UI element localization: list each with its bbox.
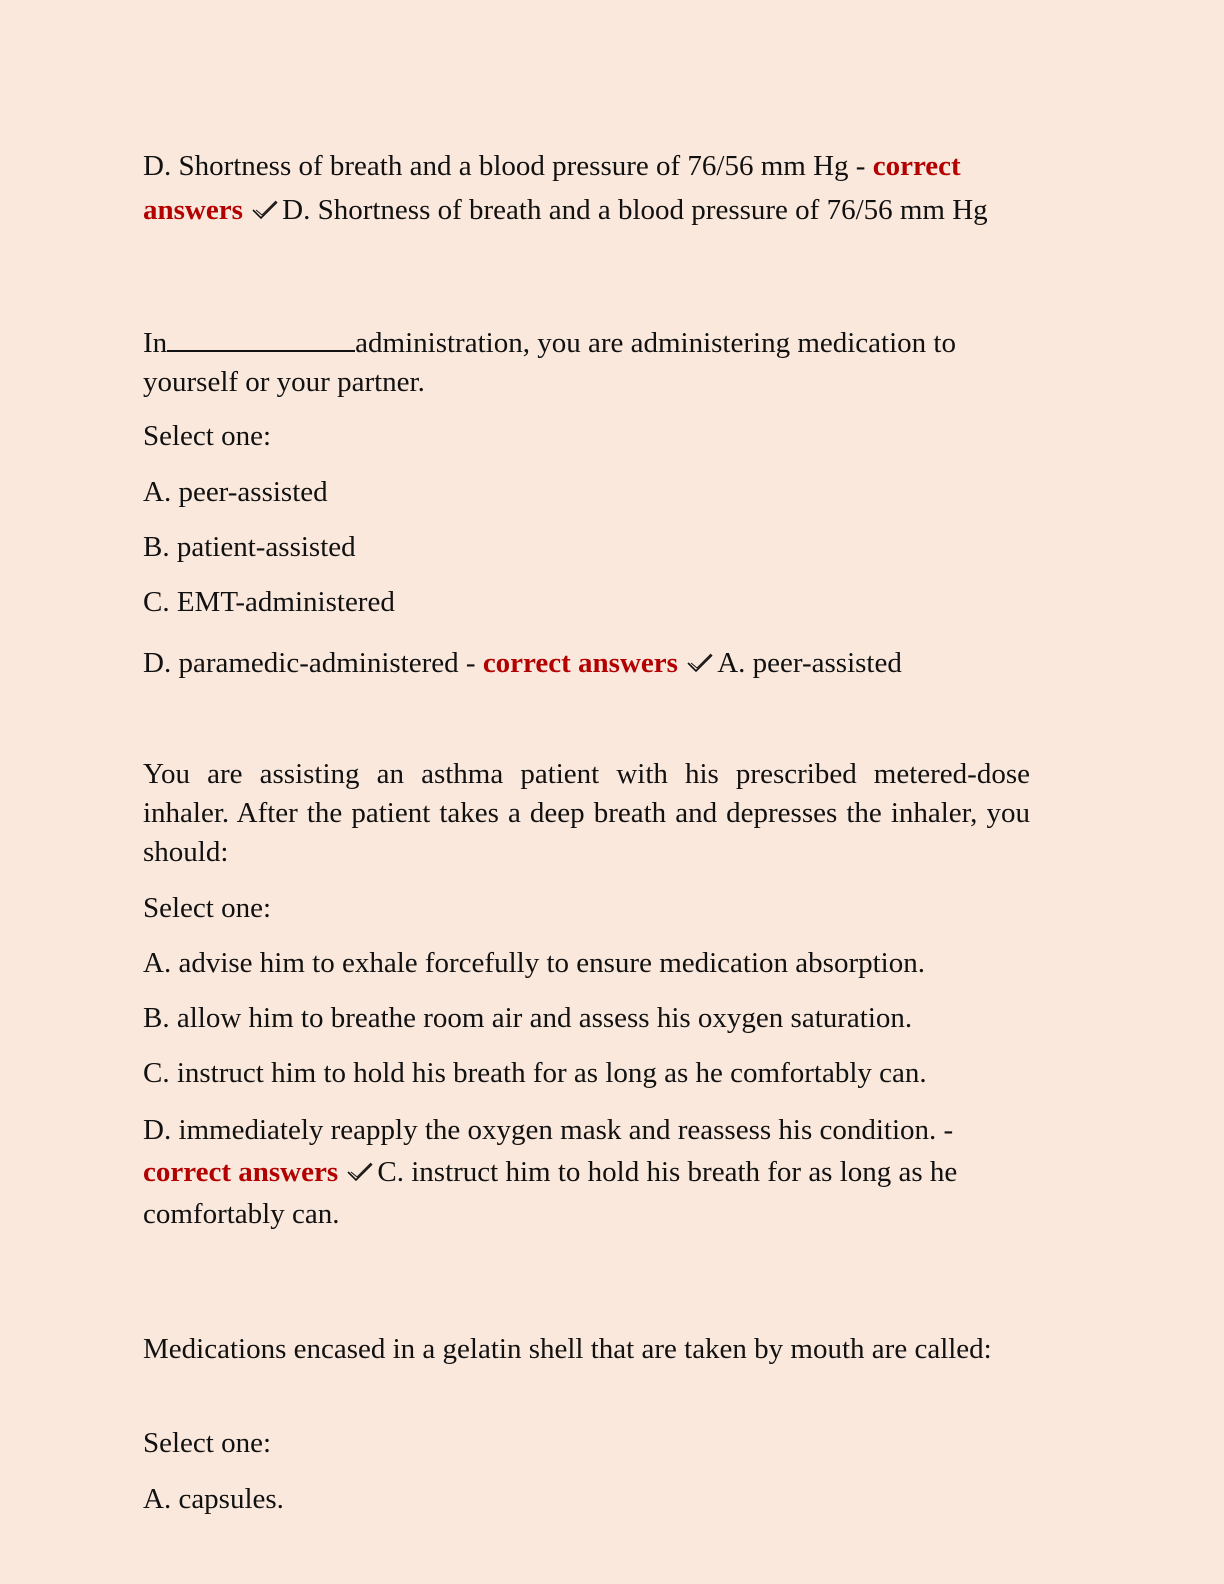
correct-answers-label: correct answers	[143, 1156, 339, 1188]
answer-line	[143, 1109, 1043, 1235]
option-a: A. advise him to exhale forcefully to ensure medication absorption.	[143, 947, 925, 979]
check-icon	[250, 199, 280, 221]
answer-text: D. Shortness of breath and a blood pressure of 76/56 mm Hg	[282, 194, 988, 226]
fill-in-blank	[167, 328, 355, 352]
option-b: B. allow him to breathe room air and assess his oxygen saturation.	[143, 1002, 913, 1034]
question-text: You are assisting an asthma patient with his prescribed metered-dose inhaler. After the patient takes a deep breath and depresses the inhaler, you should:	[143, 758, 1030, 868]
final-option-text: D. paramedic-administered -	[143, 647, 483, 679]
answer-text: A. peer-assisted	[717, 647, 902, 679]
question-end: administration, you are administering medication to yourself or your partner.	[143, 327, 956, 398]
answer-line	[143, 144, 1043, 232]
question-text	[143, 324, 1043, 402]
final-option-text: D. immediately reapply the oxygen mask and reassess his condition. -	[143, 1114, 954, 1146]
final-option-text: D. Shortness of breath and a blood pressure of 76/56 mm Hg -	[143, 150, 873, 182]
option-a: A. capsules.	[143, 1483, 284, 1515]
correct-answers-label: correct answers	[143, 150, 961, 226]
answer-text: C. instruct him to hold his breath for as long as he comfortably can.	[143, 1156, 958, 1230]
question-text: Medications encased in a gelatin shell that are taken by mouth are called:	[143, 1333, 992, 1365]
select-prompt: Select one:	[143, 420, 272, 452]
answer-line	[143, 649, 902, 678]
select-prompt: Select one:	[143, 1427, 272, 1459]
option-c: C. instruct him to hold his breath for as long as he comfortably can.	[143, 1057, 927, 1089]
correct-answers-label: correct answers	[482, 647, 678, 679]
option-a: A. peer-assisted	[143, 476, 328, 508]
check-icon	[345, 1161, 375, 1183]
question-start: In	[143, 327, 168, 359]
option-b: B. patient-assisted	[143, 531, 356, 563]
check-icon	[685, 652, 715, 674]
select-prompt: Select one:	[143, 892, 272, 924]
option-c: C. EMT-administered	[143, 586, 395, 618]
